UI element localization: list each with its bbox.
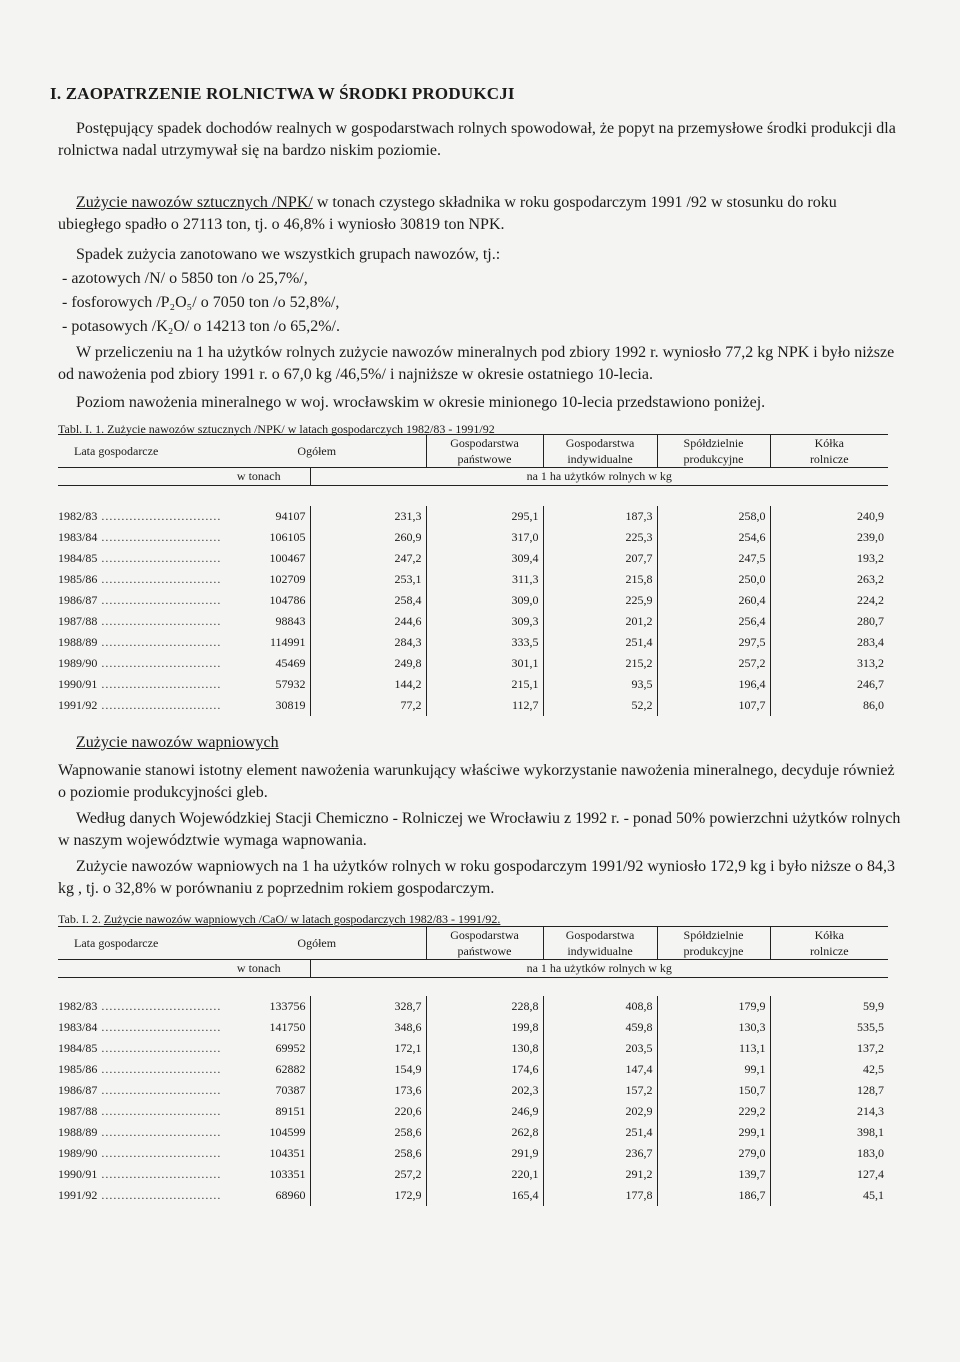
- table-row: [58, 569, 888, 590]
- year-cell: 1989/90 ..............................: [58, 1146, 222, 1160]
- cell-coop: 279,0: [657, 1143, 770, 1164]
- list-item: - fosforowych /P₂O₅/ o 7050 ton /o 52,8%/,: [62, 294, 340, 311]
- cell-coop: 256,4: [657, 611, 770, 632]
- year-cell: 1990/91 ..............................: [58, 1167, 222, 1181]
- cell-indiv: 187,3: [543, 506, 657, 527]
- table-row: [58, 1017, 888, 1038]
- year-cell: 1985/86 ..............................: [58, 1062, 222, 1076]
- cell-tons: 94107: [275, 509, 306, 523]
- header-unit-tons: w tonach: [236, 961, 281, 975]
- header-state: Gospodarstwa: [426, 435, 543, 452]
- year-cell: 1988/89 ..............................: [58, 1125, 222, 1139]
- header-unit-tons: w tonach: [236, 469, 281, 483]
- table-row: [58, 653, 888, 674]
- table-row: [58, 548, 888, 569]
- header-cooperatives-2: produkcyjne: [657, 943, 770, 960]
- cell-coop: 299,1: [657, 1122, 770, 1143]
- paragraph-liming: Wapnowanie stanowi istotny element nawożenia warunkujący właściwe wykorzystanie nawożenia mineralnego, decyduje również o poziomie produkcyjności gleb.: [58, 762, 895, 801]
- cell-indiv: 215,2: [543, 653, 657, 674]
- cell-tons: 89151: [275, 1104, 306, 1118]
- header-cooperatives: Spółdzielnie: [657, 435, 770, 452]
- cell-coop: 229,2: [657, 1101, 770, 1122]
- year-cell: 1986/87 ..............................: [58, 1083, 222, 1097]
- npk-heading: Zużycie nawozów sztucznych /NPK/: [76, 194, 313, 211]
- table-row: [58, 611, 888, 632]
- header-state-2: państwowe: [426, 943, 543, 960]
- cell-state: 262,8: [426, 1122, 543, 1143]
- cell-state: 301,1: [426, 653, 543, 674]
- cell-indiv: 215,8: [543, 569, 657, 590]
- cell-coop: 257,2: [657, 653, 770, 674]
- cell-kg: 247,2: [310, 548, 426, 569]
- header-circles-2: rolnicze: [770, 943, 888, 960]
- year-cell: 1982/83 ..............................: [58, 509, 222, 523]
- year-label: 1982/83: [58, 999, 98, 1013]
- cell-tons: 98843: [275, 614, 306, 628]
- cell-kg: 258,6: [310, 1143, 426, 1164]
- cell-kg: 144,2: [310, 674, 426, 695]
- cell-kg: 173,6: [310, 1080, 426, 1101]
- table-row: [58, 1038, 888, 1059]
- cell-state: 202,3: [426, 1080, 543, 1101]
- year-label: 1983/84: [58, 530, 98, 544]
- year-cell: 1986/87 ..............................: [58, 593, 222, 607]
- cell-coop: 130,3: [657, 1017, 770, 1038]
- cell-tons: 68960: [275, 1188, 306, 1202]
- cell-tons: 104786: [269, 593, 306, 607]
- cell-tons: 133756: [269, 999, 306, 1013]
- cell-state: 215,1: [426, 674, 543, 695]
- header-circles: Kółka: [770, 927, 888, 944]
- table-row: [58, 632, 888, 653]
- cell-indiv: 93,5: [543, 674, 657, 695]
- table-row: [58, 1080, 888, 1101]
- year-cell: 1991/92 ..............................: [58, 698, 222, 712]
- cell-indiv: 201,2: [543, 611, 657, 632]
- paragraph-station: Według danych Wojewódzkiej Stacji Chemiczno - Rolniczej we Wrocławiu z 1992 r. - ponad 50% powierzchni użytków rolnych w naszym województwie wymaga wapnowania.: [58, 810, 901, 849]
- year-label: 1991/92: [58, 698, 98, 712]
- table-row: [58, 1143, 888, 1164]
- cell-coop: 297,5: [657, 632, 770, 653]
- cell-indiv: 52,2: [543, 695, 657, 716]
- header-years: Lata gospodarcze: [74, 443, 159, 458]
- cell-circle: 86,0: [770, 695, 888, 716]
- cell-tons: 114991: [269, 635, 306, 649]
- year-label: 1989/90: [58, 656, 98, 670]
- list-item: - azotowych /N/ o 5850 ton /o 25,7%/,: [62, 270, 308, 287]
- year-cell: 1984/85 ..............................: [58, 1041, 222, 1055]
- cell-state: 246,9: [426, 1101, 543, 1122]
- cell-circle: 214,3: [770, 1101, 888, 1122]
- cell-coop: 258,0: [657, 506, 770, 527]
- cell-circle: 42,5: [770, 1059, 888, 1080]
- cell-coop: 107,7: [657, 695, 770, 716]
- year-label: 1990/91: [58, 677, 98, 691]
- table2-label: Tab. I. 2.: [58, 912, 101, 926]
- cell-circle: 263,2: [770, 569, 888, 590]
- cell-kg: 253,1: [310, 569, 426, 590]
- cell-kg: 284,3: [310, 632, 426, 653]
- header-unit-ha: na 1 ha użytków rolnych w kg: [310, 468, 888, 486]
- cell-tons: 103351: [269, 1167, 306, 1181]
- cell-kg: 244,6: [310, 611, 426, 632]
- header-state-2: państwowe: [426, 451, 543, 468]
- header-circles: Kółka: [770, 435, 888, 452]
- cell-coop: 186,7: [657, 1185, 770, 1206]
- year-cell: 1987/88 ..............................: [58, 614, 222, 628]
- year-label: 1986/87: [58, 593, 98, 607]
- cell-indiv: 459,8: [543, 1017, 657, 1038]
- cell-circle: 280,7: [770, 611, 888, 632]
- cell-indiv: 202,9: [543, 1101, 657, 1122]
- cell-indiv: 157,2: [543, 1080, 657, 1101]
- year-label: 1983/84: [58, 1020, 98, 1034]
- paragraph-npk: [58, 192, 903, 236]
- year-cell: 1989/90 ..............................: [58, 656, 222, 670]
- cell-state: 317,0: [426, 527, 543, 548]
- year-label: 1982/83: [58, 509, 98, 523]
- cell-circle: 183,0: [770, 1143, 888, 1164]
- cell-coop: 196,4: [657, 674, 770, 695]
- table-row: [58, 590, 888, 611]
- cell-coop: 179,9: [657, 996, 770, 1017]
- cell-tons: 106105: [269, 530, 306, 544]
- table-row: [58, 1185, 888, 1206]
- year-label: 1987/88: [58, 1104, 98, 1118]
- year-label: 1989/90: [58, 1146, 98, 1160]
- section-title: I. ZAOPATRZENIE ROLNICTWA W ŚRODKI PRODUKCJI: [50, 84, 515, 103]
- year-cell: 1982/83 ..............................: [58, 999, 222, 1013]
- cell-kg: 77,2: [310, 695, 426, 716]
- year-label: 1985/86: [58, 572, 98, 586]
- cell-coop: 150,7: [657, 1080, 770, 1101]
- header-total: Ogółem: [297, 443, 337, 458]
- year-label: 1985/86: [58, 1062, 98, 1076]
- cell-tons: 104351: [269, 1146, 306, 1160]
- year-cell: 1991/92 ..............................: [58, 1188, 222, 1202]
- cell-circle: 127,4: [770, 1164, 888, 1185]
- cell-circle: 240,9: [770, 506, 888, 527]
- header-total: Ogółem: [297, 935, 337, 950]
- year-cell: 1990/91 ..............................: [58, 677, 222, 691]
- year-cell: 1985/86 ..............................: [58, 572, 222, 586]
- year-label: 1984/85: [58, 551, 98, 565]
- cell-indiv: 177,8: [543, 1185, 657, 1206]
- cell-state: 228,8: [426, 996, 543, 1017]
- lime-subheading: Zużycie nawozów wapniowych: [76, 734, 279, 751]
- cell-state: 199,8: [426, 1017, 543, 1038]
- header-circles-2: rolnicze: [770, 451, 888, 468]
- year-label: 1990/91: [58, 1167, 98, 1181]
- cell-circle: 137,2: [770, 1038, 888, 1059]
- cell-kg: 154,9: [310, 1059, 426, 1080]
- cell-state: 295,1: [426, 506, 543, 527]
- cell-coop: 113,1: [657, 1038, 770, 1059]
- cell-tons: 141750: [269, 1020, 306, 1034]
- year-label: 1984/85: [58, 1041, 98, 1055]
- cell-state: 309,3: [426, 611, 543, 632]
- table-row: [58, 527, 888, 548]
- paragraph-level: Poziom nawożenia mineralnego w woj. wrocławskim w okresie minionego 10-lecia przedstawiono poniżej.: [76, 394, 766, 411]
- year-cell: 1988/89 ..............................: [58, 635, 222, 649]
- cell-state: 291,9: [426, 1143, 543, 1164]
- cell-kg: 348,6: [310, 1017, 426, 1038]
- header-cooperatives: Spółdzielnie: [657, 927, 770, 944]
- cell-circle: 128,7: [770, 1080, 888, 1101]
- cell-kg: 328,7: [310, 996, 426, 1017]
- cell-kg: 260,9: [310, 527, 426, 548]
- cell-tons: 102709: [269, 572, 306, 586]
- npk-text: w tonach czystego składnika w roku gospodarczym 1991 /92 w stosunku do roku ubiegłego spadło o 27113 ton, tj. o 46,8% i wyniosło 30819 ton NPK.: [58, 194, 837, 233]
- cell-indiv: 408,8: [543, 996, 657, 1017]
- cell-state: 311,3: [426, 569, 543, 590]
- cell-circle: 535,5: [770, 1017, 888, 1038]
- cell-coop: 247,5: [657, 548, 770, 569]
- table-row: [58, 674, 888, 695]
- cell-state: 333,5: [426, 632, 543, 653]
- cell-indiv: 251,4: [543, 1122, 657, 1143]
- year-cell: 1983/84 ..............................: [58, 1020, 222, 1034]
- cell-state: 174,6: [426, 1059, 543, 1080]
- cell-indiv: 291,2: [543, 1164, 657, 1185]
- cell-circle: 59,9: [770, 996, 888, 1017]
- cell-kg: 249,8: [310, 653, 426, 674]
- header-individual-2: indywidualne: [543, 943, 657, 960]
- cell-circle: 313,2: [770, 653, 888, 674]
- year-label: 1986/87: [58, 1083, 98, 1097]
- year-cell: 1984/85 ..............................: [58, 551, 222, 565]
- cell-tons: 62882: [275, 1062, 306, 1076]
- header-cooperatives-2: produkcyjne: [657, 451, 770, 468]
- cell-indiv: 147,4: [543, 1059, 657, 1080]
- cell-tons: 69952: [275, 1041, 306, 1055]
- cell-state: 309,4: [426, 548, 543, 569]
- paragraph-per-ha: W przeliczeniu na 1 ha użytków rolnych zużycie nawozów mineralnych pod zbiory 1992 r. wyniosło 77,2 kg NPK i było niższe od nawożenia pod zbiory 1991 r. o 67,0 kg /46,5%/ i najniższe w okresie ostatniego 10-lecia.: [58, 344, 895, 383]
- cell-coop: 250,0: [657, 569, 770, 590]
- cell-kg: 258,4: [310, 590, 426, 611]
- cell-circle: 398,1: [770, 1122, 888, 1143]
- cell-state: 112,7: [426, 695, 543, 716]
- header-individual-2: indywidualne: [543, 451, 657, 468]
- header-unit-ha: na 1 ha użytków rolnych w kg: [310, 960, 888, 978]
- cell-kg: 172,1: [310, 1038, 426, 1059]
- table-lime: [58, 926, 888, 1206]
- cell-circle: 45,1: [770, 1185, 888, 1206]
- table1-label: Tabl. I. 1.: [58, 422, 105, 436]
- header-individual: Gospodarstwa: [543, 927, 657, 944]
- year-label: 1991/92: [58, 1188, 98, 1202]
- table-row: [58, 1164, 888, 1185]
- cell-kg: 257,2: [310, 1164, 426, 1185]
- cell-coop: 254,6: [657, 527, 770, 548]
- cell-kg: 172,9: [310, 1185, 426, 1206]
- table-row: [58, 996, 888, 1017]
- cell-state: 130,8: [426, 1038, 543, 1059]
- year-label: 1988/89: [58, 1125, 98, 1139]
- cell-kg: 258,6: [310, 1122, 426, 1143]
- table-row: [58, 1059, 888, 1080]
- cell-circle: 239,0: [770, 527, 888, 548]
- cell-tons: 70387: [275, 1083, 306, 1097]
- list-item: - potasowych /K₂O/ o 14213 ton /o 65,2%/.: [62, 318, 340, 335]
- table-row: [58, 506, 888, 527]
- header-state: Gospodarstwa: [426, 927, 543, 944]
- cell-tons: 30819: [275, 698, 306, 712]
- cell-indiv: 203,5: [543, 1038, 657, 1059]
- year-cell: 1987/88 ..............................: [58, 1104, 222, 1118]
- cell-circle: 193,2: [770, 548, 888, 569]
- cell-tons: 100467: [269, 551, 306, 565]
- cell-circle: 283,4: [770, 632, 888, 653]
- cell-indiv: 207,7: [543, 548, 657, 569]
- cell-indiv: 236,7: [543, 1143, 657, 1164]
- cell-tons: 104599: [269, 1125, 306, 1139]
- year-cell: 1983/84 ..............................: [58, 530, 222, 544]
- cell-tons: 57932: [275, 677, 306, 691]
- cell-indiv: 225,9: [543, 590, 657, 611]
- year-label: 1987/88: [58, 614, 98, 628]
- table-npk: [58, 434, 888, 716]
- paragraph-lime-use: Zużycie nawozów wapniowych na 1 ha użytków rolnych w roku gospodarczym 1991/92 wyniosło 172,9 kg i było niższe o 84,3 kg , tj. o 32,8% w porównaniu z poprzednim rokiem gospodarczym.: [58, 858, 895, 897]
- table-row: [58, 1101, 888, 1122]
- table1-caption: Zużycie nawozów sztucznych /NPK/ w latach gospodarczych 1982/83 - 1991/92: [107, 422, 495, 436]
- cell-kg: 231,3: [310, 506, 426, 527]
- table-row: [58, 1122, 888, 1143]
- year-label: 1988/89: [58, 635, 98, 649]
- table2-caption: Zużycie nawozów wapniowych /CaO/ w latach gospodarczych 1982/83 - 1991/92.: [103, 912, 501, 926]
- cell-kg: 220,6: [310, 1101, 426, 1122]
- cell-coop: 260,4: [657, 590, 770, 611]
- cell-indiv: 251,4: [543, 632, 657, 653]
- header-individual: Gospodarstwa: [543, 435, 657, 452]
- cell-circle: 246,7: [770, 674, 888, 695]
- cell-circle: 224,2: [770, 590, 888, 611]
- table-row: [58, 695, 888, 716]
- cell-indiv: 225,3: [543, 527, 657, 548]
- cell-tons: 45469: [275, 656, 306, 670]
- cell-state: 220,1: [426, 1164, 543, 1185]
- cell-coop: 99,1: [657, 1059, 770, 1080]
- cell-state: 165,4: [426, 1185, 543, 1206]
- header-years: Lata gospodarcze: [74, 935, 159, 950]
- cell-state: 309,0: [426, 590, 543, 611]
- table2-title: [58, 912, 500, 927]
- paragraph-decline: Spadek zużycia zanotowano we wszystkich grupach nawozów, tj.:: [76, 246, 501, 263]
- cell-coop: 139,7: [657, 1164, 770, 1185]
- paragraph-intro: Postępujący spadek dochodów realnych w gospodarstwach rolnych spowodował, że popyt na przemysłowe środki produkcji dla rolnictwa nadal utrzymywał się na bardzo niskim poziomie.: [58, 120, 896, 159]
